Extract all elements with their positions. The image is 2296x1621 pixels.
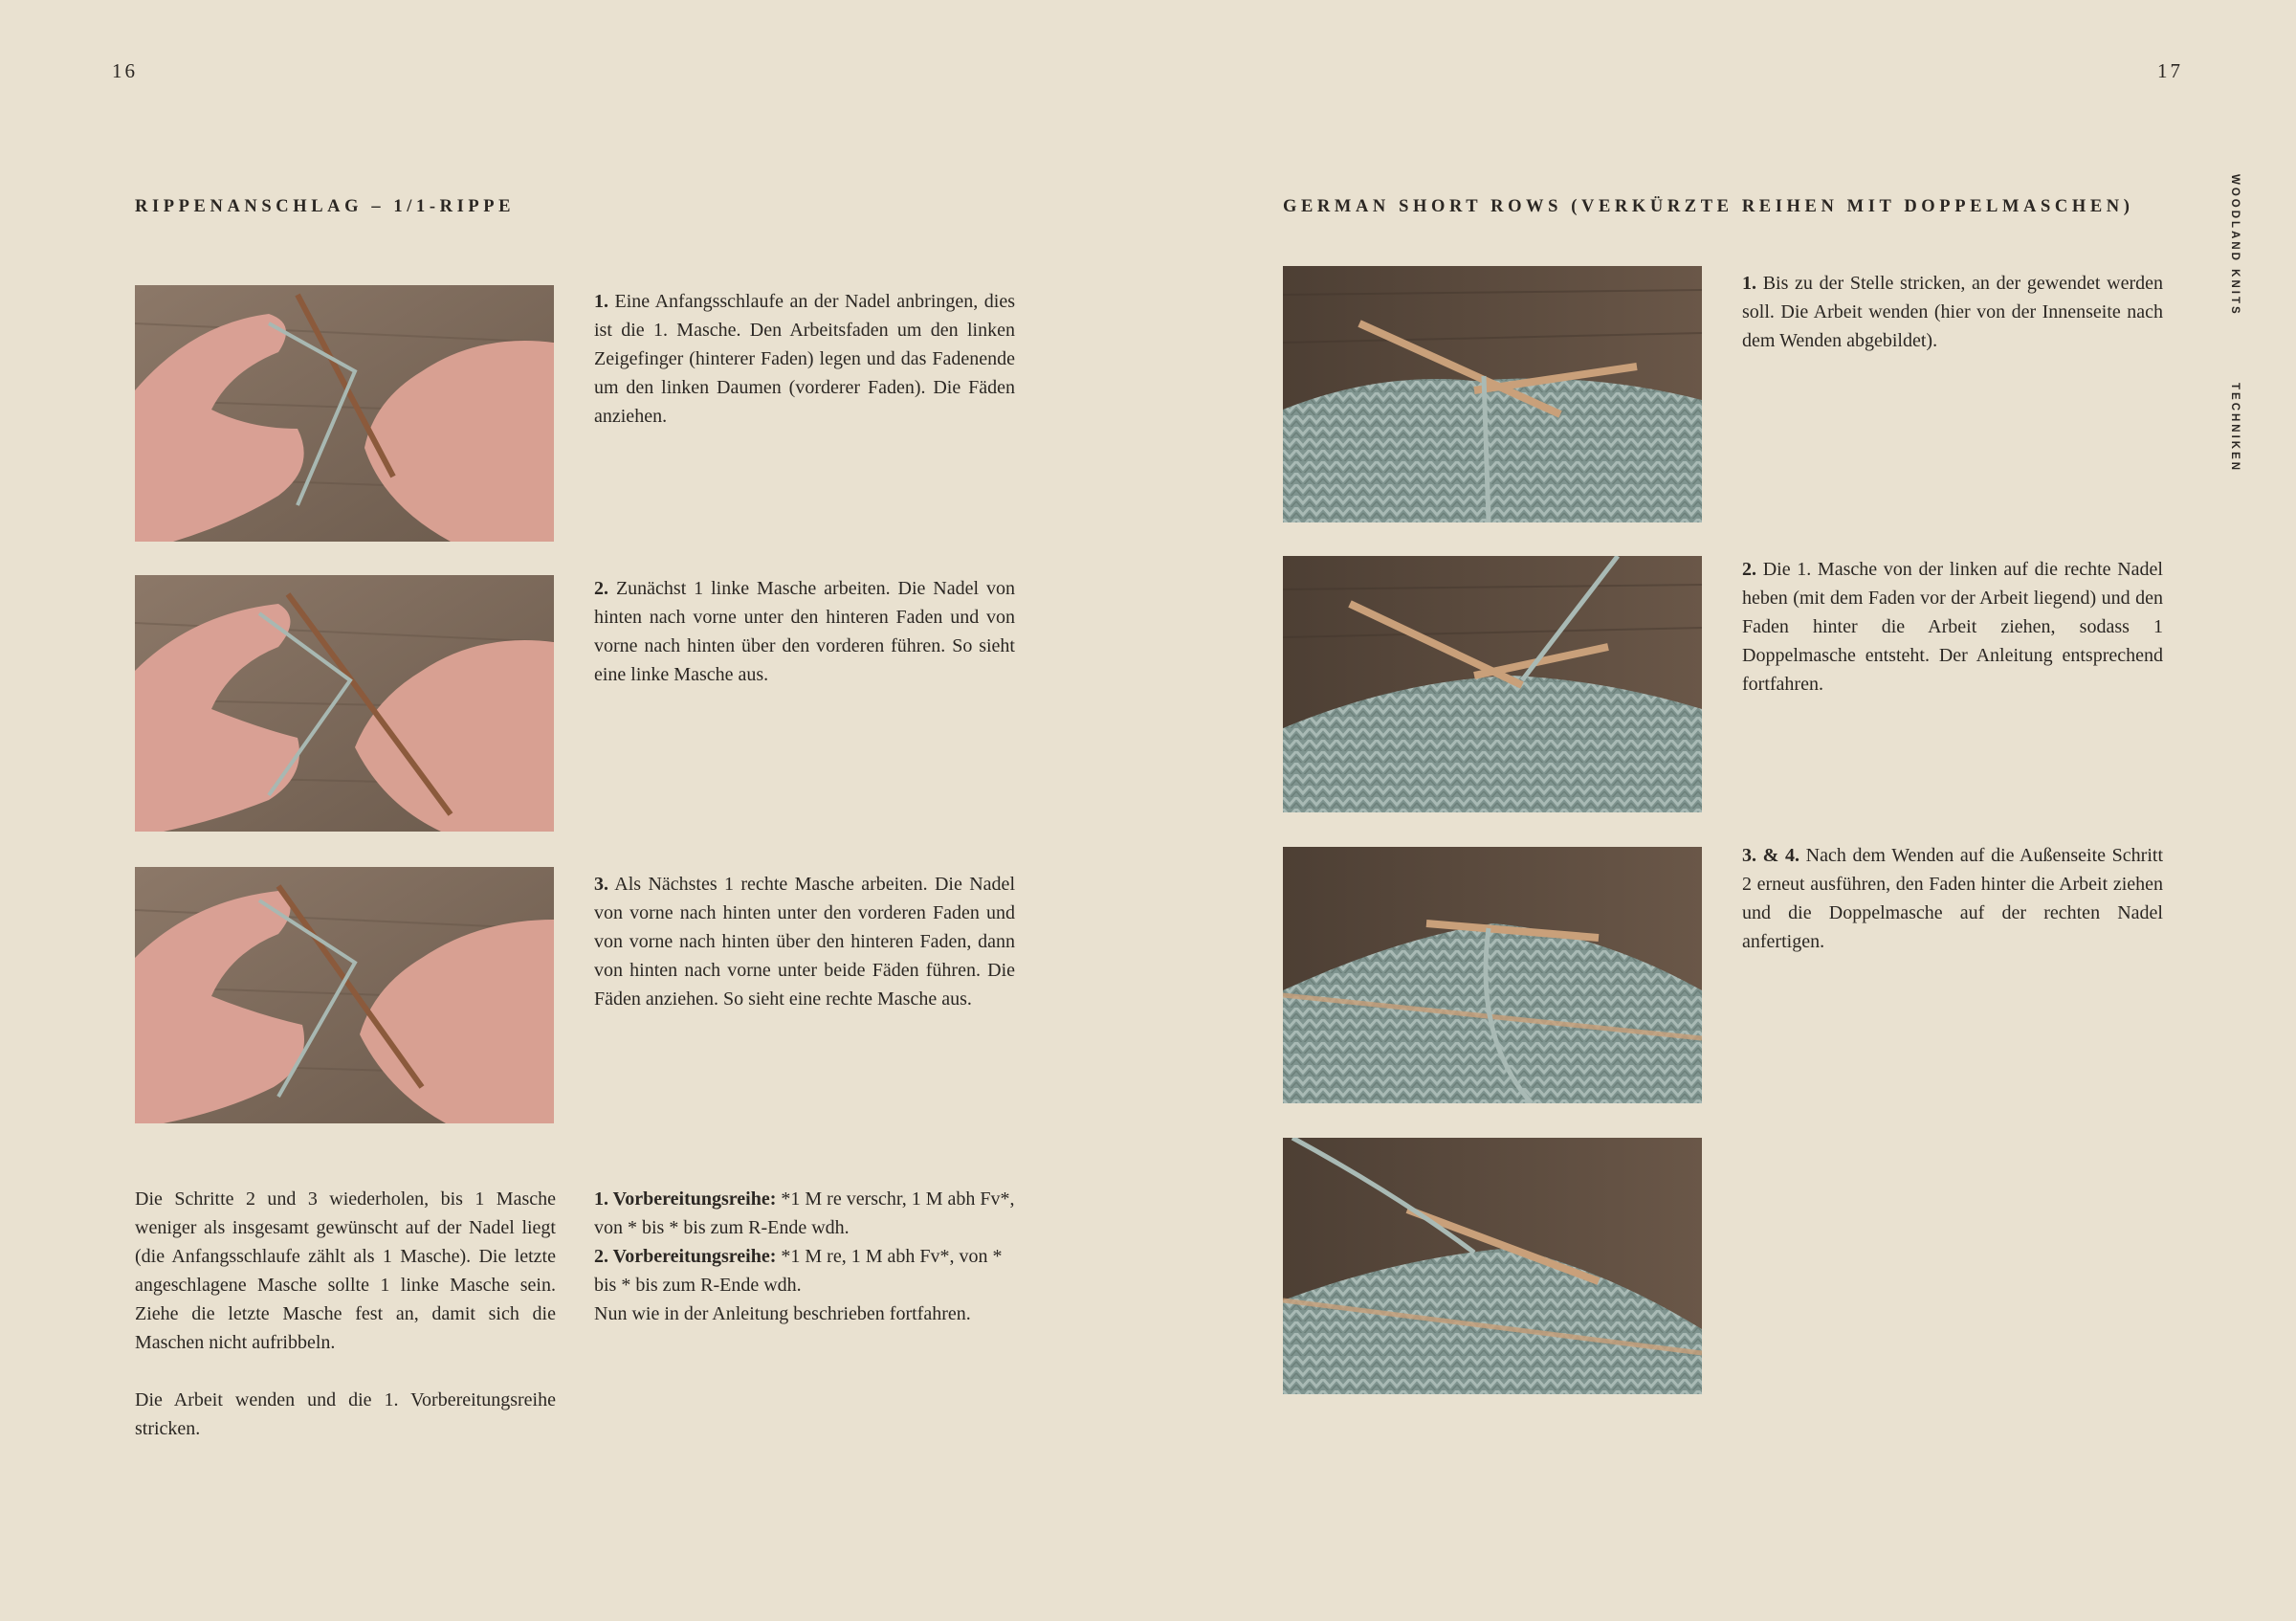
short-rows-photo-3 [1283, 847, 1702, 1103]
prep-row-2-label: 2. Vorbereitungsreihe: [594, 1246, 777, 1267]
right-step-2 [1742, 555, 2163, 699]
prep-continue-text: Nun wie in der Anleitung beschrieben fortfahren. [594, 1303, 971, 1324]
short-rows-photo-2 [1283, 556, 1702, 812]
left-step-3 [594, 870, 1015, 1013]
prep-row-2-text: *1 M re, 1 M abh Fv*, von * bis * bis zum R-Ende wdh. [594, 1246, 1003, 1296]
left-step-2 [594, 574, 1015, 689]
step-number: 2. [594, 578, 608, 599]
cast-on-photo-step-1 [135, 285, 554, 542]
prep-row-1-text: *1 M re verschr, 1 M abh Fv*, von * bis * bis zum R-Ende wdh. [594, 1188, 1015, 1238]
short-rows-photo-4 [1283, 1138, 1702, 1394]
left-section-heading: RIPPENANSCHLAG – 1/1-RIPPE [135, 197, 516, 216]
step-text: Bis zu der Stelle stricken, an der gewendet werden soll. Die Arbeit wenden (hier von der Innenseite nach dem Wenden abgebildet). [1742, 273, 2163, 351]
preparation-rows [594, 1185, 1015, 1328]
right-step-3-4 [1742, 841, 2163, 956]
step-number: 2. [1742, 559, 1756, 580]
sidebar-section-title: TECHNIKEN [2229, 383, 2241, 474]
left-step-1 [594, 287, 1015, 431]
cast-on-photo-step-2 [135, 575, 554, 832]
turn-text: Die Arbeit wenden und die 1. Vorbereitungsreihe stricken. [135, 1389, 556, 1439]
page-number-left: 16 [112, 59, 138, 82]
right-step-1 [1742, 269, 2163, 355]
step-text: Als Nächstes 1 rechte Masche arbeiten. Die Nadel von vorne nach hinten unter den vorderen Faden und von vorne nach hinten über den hinteren Faden, dann von hinten nach vorne unter beide Fäden führen. Die Fäden anziehen. So sieht eine rechte Masche aus. [594, 874, 1015, 1010]
step-text: Nach dem Wenden auf die Außenseite Schritt 2 erneut ausführen, den Faden hinter die Arbeit ziehen und die Doppelmasche auf der rechten Nadel anfertigen. [1742, 845, 2163, 952]
step-number: 3. & 4. [1742, 845, 1799, 866]
prep-row-1-label: 1. Vorbereitungsreihe: [594, 1188, 777, 1210]
short-rows-photo-1 [1283, 266, 1702, 522]
repeat-instructions [135, 1185, 556, 1443]
right-section-heading: GERMAN SHORT ROWS (VERKÜRZTE REIHEN MIT DOPPELMASCHEN) [1283, 197, 2134, 216]
sidebar-book-title: WOODLAND KNITS [2229, 174, 2241, 317]
step-number: 1. [594, 291, 608, 312]
step-text: Zunächst 1 linke Masche arbeiten. Die Nadel von hinten nach vorne unter den hinteren Faden und von vorne nach hinten über den vorderen führen. So sieht eine linke Masche aus. [594, 578, 1015, 685]
step-text: Die 1. Masche von der linken auf die rechte Nadel heben (mit dem Faden vor der Arbeit liegend) und den Faden hinter die Arbeit ziehen, sodass 1 Doppelmasche entsteht. Der Anleitung entsprechend fortfahren. [1742, 559, 2163, 695]
repeat-text: Die Schritte 2 und 3 wiederholen, bis 1 Masche weniger als insgesamt gewünscht auf der Nadel liegt (die Anfangsschlaufe zählt als 1 Masche). Die letzte angeschlagene Masche sollte 1 linke Masche sein. Ziehe die letzte Masche fest an, damit sich die Maschen nicht aufribbeln. [135, 1188, 556, 1353]
cast-on-photo-step-3 [135, 867, 554, 1123]
step-text: Eine Anfangsschlaufe an der Nadel anbringen, dies ist die 1. Masche. Den Arbeitsfaden um den linken Zeigefinger (hinterer Faden) legen und das Fadenende um den linken Daumen (vorderer Faden). Die Fäden anziehen. [594, 291, 1016, 427]
page-number-right: 17 [2157, 59, 2183, 82]
step-number: 3. [594, 874, 608, 895]
step-number: 1. [1742, 273, 1756, 294]
